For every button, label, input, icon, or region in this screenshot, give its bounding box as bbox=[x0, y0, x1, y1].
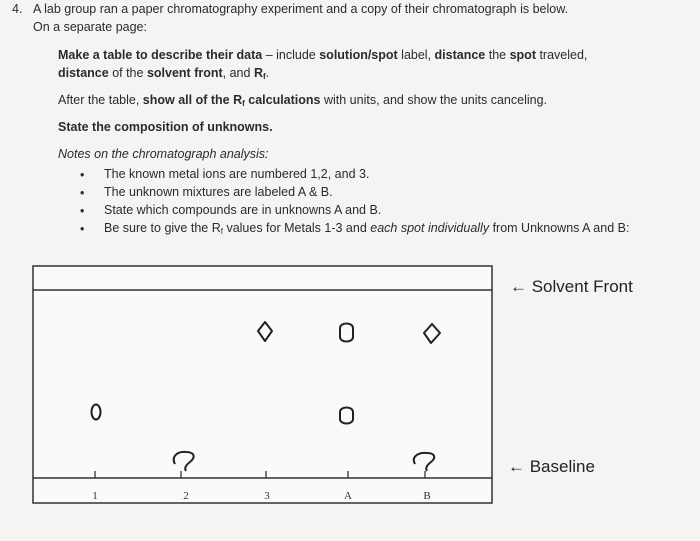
bullet-1: The known metal ions are numbered 1,2, and 3. bbox=[104, 167, 370, 181]
bullet-marker: • bbox=[80, 168, 85, 182]
bullet-marker: • bbox=[80, 204, 85, 218]
question-number: 4. bbox=[12, 2, 23, 16]
lane-label: A bbox=[344, 490, 352, 502]
solvent-front-label: ← Solvent Front bbox=[510, 277, 633, 296]
question-line-1: A lab group ran a paper chromatography experiment and a copy of their chromatograph is below. bbox=[33, 2, 569, 16]
instruction-calculations: After the table, show all of the $R_f$ calculations with units, and show the units canceling. bbox=[58, 93, 548, 108]
lane-label: 3 bbox=[264, 490, 270, 502]
instruction-table: Make a table to describe their data – include solution/spot label, distance the spot traveled, bbox=[58, 48, 588, 62]
baseline-label: ← Baseline bbox=[508, 457, 595, 476]
instruction-table-cont: distance of the solvent front, and $R_f$. bbox=[58, 66, 270, 81]
bullet-marker: • bbox=[80, 186, 85, 200]
notes-heading: Notes on the chromatograph analysis: bbox=[58, 147, 269, 161]
instruction-composition: State the composition of unknowns. bbox=[58, 120, 273, 134]
bullet-4: Be sure to give the $R_f$ values for Metals 1-3 and each spot individually from Unknowns A and B: bbox=[104, 221, 630, 236]
lane-label: B bbox=[423, 490, 431, 502]
bullet-2: The unknown mixtures are labeled A & B. bbox=[104, 185, 333, 199]
question-line-2: On a separate page: bbox=[33, 20, 147, 34]
lane-label: 1 bbox=[92, 490, 98, 502]
bullet-3: State which compounds are in unknowns A and B. bbox=[104, 203, 382, 217]
chromatography-paper bbox=[33, 266, 492, 503]
bullet-marker: • bbox=[80, 222, 85, 236]
lane-label: 2 bbox=[183, 490, 189, 502]
